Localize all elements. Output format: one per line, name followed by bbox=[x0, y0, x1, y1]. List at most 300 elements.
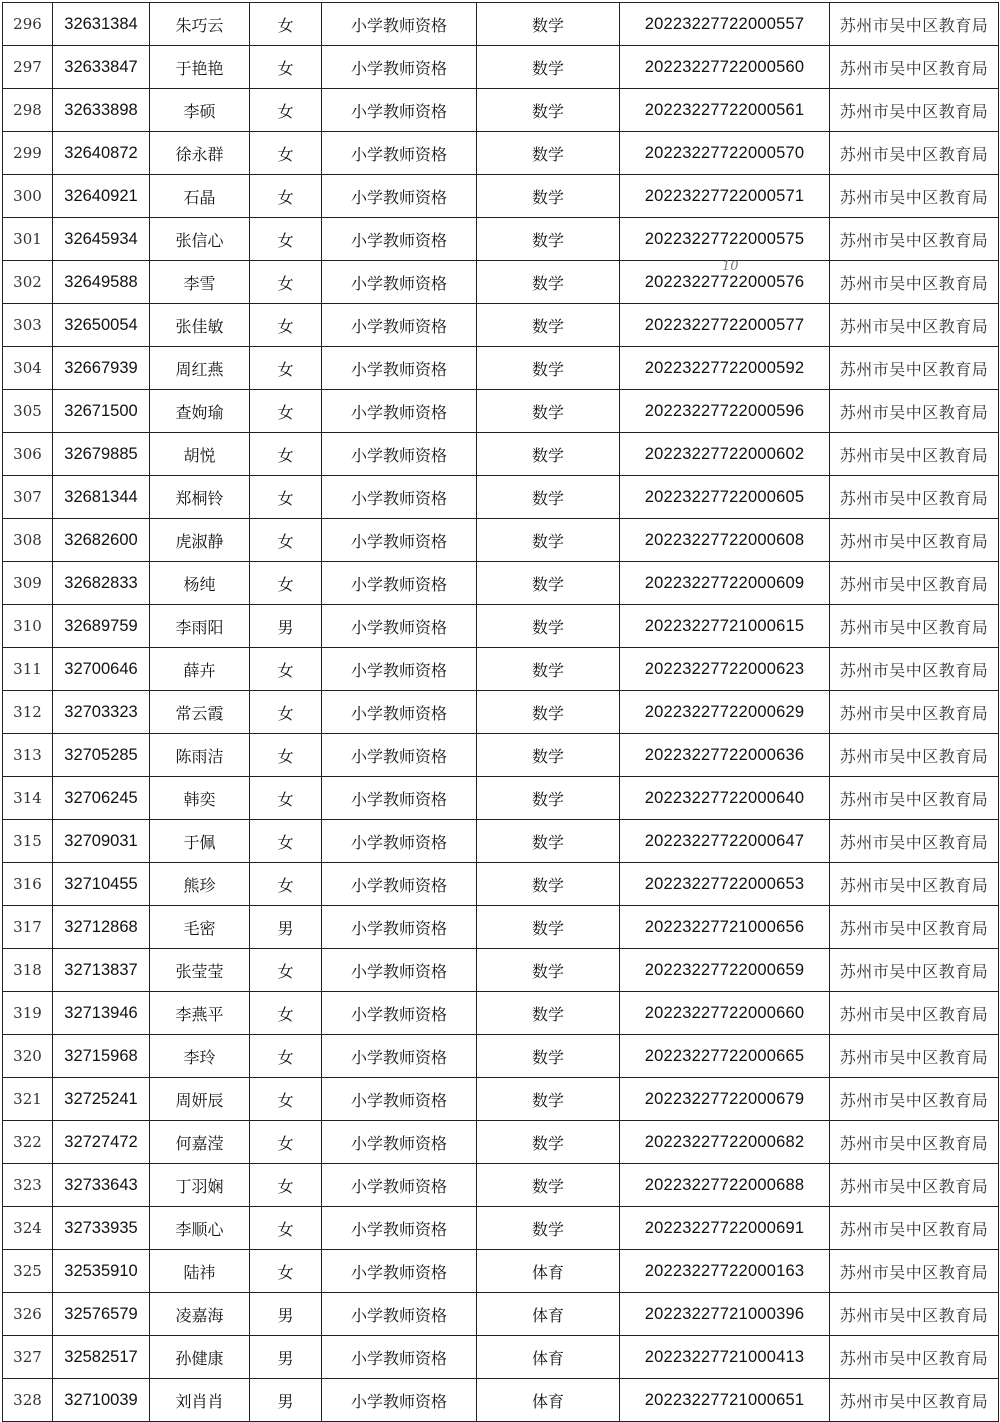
row-number-cell: 306 bbox=[3, 433, 53, 476]
exam-id-cell: 32576579 bbox=[53, 1293, 150, 1336]
exam-id-cell: 32679885 bbox=[53, 433, 150, 476]
gender-cell: 女 bbox=[250, 734, 322, 777]
qualification-type-cell: 小学教师资格 bbox=[322, 562, 477, 605]
certificate-number-cell: 20223227722000660 bbox=[620, 992, 830, 1035]
exam-id-cell: 32633898 bbox=[53, 89, 150, 132]
applicant-name-cell: 李硕 bbox=[150, 89, 250, 132]
issuing-authority-cell: 苏州市吴中区教育局 bbox=[830, 433, 999, 476]
table-row bbox=[3, 605, 999, 648]
exam-id-cell: 32712868 bbox=[53, 906, 150, 949]
table-row bbox=[3, 992, 999, 1035]
qualification-type-cell: 小学教师资格 bbox=[322, 1035, 477, 1078]
exam-id-cell: 32640921 bbox=[53, 175, 150, 218]
subject-cell: 数学 bbox=[477, 734, 620, 777]
table-row bbox=[3, 175, 999, 218]
gender-cell: 女 bbox=[250, 175, 322, 218]
exam-id-cell: 32682833 bbox=[53, 562, 150, 605]
issuing-authority-cell: 苏州市吴中区教育局 bbox=[830, 3, 999, 46]
row-number-cell: 301 bbox=[3, 218, 53, 261]
issuing-authority-cell: 苏州市吴中区教育局 bbox=[830, 175, 999, 218]
gender-cell: 女 bbox=[250, 1250, 322, 1293]
gender-cell: 女 bbox=[250, 691, 322, 734]
issuing-authority-cell: 苏州市吴中区教育局 bbox=[830, 1293, 999, 1336]
certificate-number-cell: 20223227722000609 bbox=[620, 562, 830, 605]
exam-id-cell: 32710455 bbox=[53, 863, 150, 906]
exam-id-cell: 32709031 bbox=[53, 820, 150, 863]
subject-cell: 数学 bbox=[477, 89, 620, 132]
exam-id-cell: 32725241 bbox=[53, 1078, 150, 1121]
qualification-type-cell: 小学教师资格 bbox=[322, 132, 477, 175]
issuing-authority-cell: 苏州市吴中区教育局 bbox=[830, 648, 999, 691]
table-row bbox=[3, 132, 999, 175]
applicant-name-cell: 丁羽娴 bbox=[150, 1164, 250, 1207]
gender-cell: 女 bbox=[250, 949, 322, 992]
qualification-type-cell: 小学教师资格 bbox=[322, 1293, 477, 1336]
applicant-name-cell: 周妍辰 bbox=[150, 1078, 250, 1121]
qualification-type-cell: 小学教师资格 bbox=[322, 1121, 477, 1164]
row-number-cell: 299 bbox=[3, 132, 53, 175]
exam-id-cell: 32631384 bbox=[53, 3, 150, 46]
applicant-name-cell: 查姁瑜 bbox=[150, 390, 250, 433]
gender-cell: 女 bbox=[250, 3, 322, 46]
issuing-authority-cell: 苏州市吴中区教育局 bbox=[830, 390, 999, 433]
exam-id-cell: 32667939 bbox=[53, 347, 150, 390]
table-row bbox=[3, 304, 999, 347]
applicant-name-cell: 郑桐铃 bbox=[150, 476, 250, 519]
exam-id-cell: 32705285 bbox=[53, 734, 150, 777]
row-number-cell: 304 bbox=[3, 347, 53, 390]
certificate-number-cell: 20223227722000575 bbox=[620, 218, 830, 261]
row-number-cell: 310 bbox=[3, 605, 53, 648]
table-row bbox=[3, 648, 999, 691]
applicant-name-cell: 李顺心 bbox=[150, 1207, 250, 1250]
table-row bbox=[3, 863, 999, 906]
applicant-name-cell: 虎淑静 bbox=[150, 519, 250, 562]
gender-cell: 女 bbox=[250, 1207, 322, 1250]
issuing-authority-cell: 苏州市吴中区教育局 bbox=[830, 734, 999, 777]
table-row bbox=[3, 820, 999, 863]
exam-id-cell: 32710039 bbox=[53, 1379, 150, 1422]
issuing-authority-cell: 苏州市吴中区教育局 bbox=[830, 691, 999, 734]
table-row bbox=[3, 347, 999, 390]
qualification-type-cell: 小学教师资格 bbox=[322, 261, 477, 304]
exam-id-cell: 32535910 bbox=[53, 1250, 150, 1293]
certificate-number-cell: 20223227721000413 bbox=[620, 1336, 830, 1379]
subject-cell: 数学 bbox=[477, 433, 620, 476]
applicant-name-cell: 薛卉 bbox=[150, 648, 250, 691]
subject-cell: 数学 bbox=[477, 777, 620, 820]
issuing-authority-cell: 苏州市吴中区教育局 bbox=[830, 1379, 999, 1422]
issuing-authority-cell: 苏州市吴中区教育局 bbox=[830, 1035, 999, 1078]
gender-cell: 女 bbox=[250, 261, 322, 304]
table-row bbox=[3, 906, 999, 949]
certificate-number-cell: 20223227722000560 bbox=[620, 46, 830, 89]
issuing-authority-cell: 苏州市吴中区教育局 bbox=[830, 218, 999, 261]
subject-cell: 数学 bbox=[477, 949, 620, 992]
applicant-name-cell: 刘肖肖 bbox=[150, 1379, 250, 1422]
gender-cell: 女 bbox=[250, 476, 322, 519]
subject-cell: 数学 bbox=[477, 820, 620, 863]
certificate-number-cell: 20223227722000561 bbox=[620, 89, 830, 132]
qualification-type-cell: 小学教师资格 bbox=[322, 1379, 477, 1422]
gender-cell: 女 bbox=[250, 1121, 322, 1164]
table-row bbox=[3, 476, 999, 519]
issuing-authority-cell: 苏州市吴中区教育局 bbox=[830, 347, 999, 390]
applicant-name-cell: 凌嘉海 bbox=[150, 1293, 250, 1336]
table-row bbox=[3, 261, 999, 304]
issuing-authority-cell: 苏州市吴中区教育局 bbox=[830, 519, 999, 562]
applicant-name-cell: 杨纯 bbox=[150, 562, 250, 605]
qualification-type-cell: 小学教师资格 bbox=[322, 347, 477, 390]
issuing-authority-cell: 苏州市吴中区教育局 bbox=[830, 605, 999, 648]
row-number-cell: 321 bbox=[3, 1078, 53, 1121]
exam-id-cell: 32649588 bbox=[53, 261, 150, 304]
qualification-type-cell: 小学教师资格 bbox=[322, 734, 477, 777]
exam-id-cell: 32671500 bbox=[53, 390, 150, 433]
gender-cell: 女 bbox=[250, 1078, 322, 1121]
applicant-name-cell: 于艳艳 bbox=[150, 46, 250, 89]
row-number-cell: 326 bbox=[3, 1293, 53, 1336]
row-number-cell: 323 bbox=[3, 1164, 53, 1207]
subject-cell: 数学 bbox=[477, 218, 620, 261]
row-number-cell: 312 bbox=[3, 691, 53, 734]
table-row bbox=[3, 3, 999, 46]
row-number-cell: 309 bbox=[3, 562, 53, 605]
gender-cell: 女 bbox=[250, 1035, 322, 1078]
gender-cell: 女 bbox=[250, 562, 322, 605]
table-row bbox=[3, 1078, 999, 1121]
certificate-number-cell: 20223227722000653 bbox=[620, 863, 830, 906]
gender-cell: 女 bbox=[250, 820, 322, 863]
applicant-name-cell: 于佩 bbox=[150, 820, 250, 863]
applicant-name-cell: 朱巧云 bbox=[150, 3, 250, 46]
issuing-authority-cell: 苏州市吴中区教育局 bbox=[830, 1121, 999, 1164]
row-number-cell: 303 bbox=[3, 304, 53, 347]
exam-id-cell: 32681344 bbox=[53, 476, 150, 519]
row-number-cell: 316 bbox=[3, 863, 53, 906]
exam-id-cell: 32689759 bbox=[53, 605, 150, 648]
qualification-type-cell: 小学教师资格 bbox=[322, 906, 477, 949]
gender-cell: 女 bbox=[250, 390, 322, 433]
table-row bbox=[3, 1164, 999, 1207]
qualification-type-cell: 小学教师资格 bbox=[322, 1164, 477, 1207]
gender-cell: 女 bbox=[250, 89, 322, 132]
subject-cell: 数学 bbox=[477, 562, 620, 605]
qualification-type-cell: 小学教师资格 bbox=[322, 1078, 477, 1121]
exam-id-cell: 32633847 bbox=[53, 46, 150, 89]
gender-cell: 女 bbox=[250, 1164, 322, 1207]
table-row bbox=[3, 562, 999, 605]
issuing-authority-cell: 苏州市吴中区教育局 bbox=[830, 46, 999, 89]
table-row bbox=[3, 89, 999, 132]
subject-cell: 数学 bbox=[477, 1207, 620, 1250]
table-row bbox=[3, 390, 999, 433]
issuing-authority-cell: 苏州市吴中区教育局 bbox=[830, 476, 999, 519]
certificate-number-cell: 20223227721000651 bbox=[620, 1379, 830, 1422]
issuing-authority-cell: 苏州市吴中区教育局 bbox=[830, 820, 999, 863]
table-row bbox=[3, 777, 999, 820]
gender-cell: 女 bbox=[250, 218, 322, 261]
issuing-authority-cell: 苏州市吴中区教育局 bbox=[830, 562, 999, 605]
roster-table bbox=[2, 2, 999, 1422]
applicant-name-cell: 石晶 bbox=[150, 175, 250, 218]
exam-id-cell: 32645934 bbox=[53, 218, 150, 261]
issuing-authority-cell: 苏州市吴中区教育局 bbox=[830, 132, 999, 175]
qualification-type-cell: 小学教师资格 bbox=[322, 949, 477, 992]
qualification-type-cell: 小学教师资格 bbox=[322, 863, 477, 906]
row-number-cell: 308 bbox=[3, 519, 53, 562]
row-number-cell: 305 bbox=[3, 390, 53, 433]
subject-cell: 数学 bbox=[477, 132, 620, 175]
issuing-authority-cell: 苏州市吴中区教育局 bbox=[830, 89, 999, 132]
certificate-number-cell: 20223227722000557 bbox=[620, 3, 830, 46]
subject-cell: 数学 bbox=[477, 1164, 620, 1207]
gender-cell: 男 bbox=[250, 1293, 322, 1336]
table-row bbox=[3, 691, 999, 734]
issuing-authority-cell: 苏州市吴中区教育局 bbox=[830, 1078, 999, 1121]
certificate-number-cell: 20223227722000570 bbox=[620, 132, 830, 175]
qualification-type-cell: 小学教师资格 bbox=[322, 1207, 477, 1250]
certificate-number-cell: 20223227722000636 bbox=[620, 734, 830, 777]
applicant-name-cell: 张莹莹 bbox=[150, 949, 250, 992]
row-number-cell: 311 bbox=[3, 648, 53, 691]
subject-cell: 数学 bbox=[477, 648, 620, 691]
qualification-type-cell: 小学教师资格 bbox=[322, 89, 477, 132]
gender-cell: 女 bbox=[250, 433, 322, 476]
certificate-number-cell: 20223227722000163 bbox=[620, 1250, 830, 1293]
certificate-number-cell: 20223227722000596 bbox=[620, 390, 830, 433]
row-number-cell: 317 bbox=[3, 906, 53, 949]
certificate-number-cell: 20223227722000682 bbox=[620, 1121, 830, 1164]
issuing-authority-cell: 苏州市吴中区教育局 bbox=[830, 863, 999, 906]
applicant-name-cell: 李燕平 bbox=[150, 992, 250, 1035]
subject-cell: 数学 bbox=[477, 390, 620, 433]
certificate-number-cell: 20223227722000679 bbox=[620, 1078, 830, 1121]
row-number-cell: 298 bbox=[3, 89, 53, 132]
subject-cell: 体育 bbox=[477, 1250, 620, 1293]
qualification-type-cell: 小学教师资格 bbox=[322, 691, 477, 734]
gender-cell: 女 bbox=[250, 992, 322, 1035]
issuing-authority-cell: 苏州市吴中区教育局 bbox=[830, 304, 999, 347]
certificate-number-cell: 20223227722000592 bbox=[620, 347, 830, 390]
exam-id-cell: 32582517 bbox=[53, 1336, 150, 1379]
row-number-cell: 300 bbox=[3, 175, 53, 218]
certificate-number-cell: 20223227722000602 bbox=[620, 433, 830, 476]
applicant-name-cell: 李雪 bbox=[150, 261, 250, 304]
qualification-type-cell: 小学教师资格 bbox=[322, 1250, 477, 1293]
row-number-cell: 302 bbox=[3, 261, 53, 304]
subject-cell: 数学 bbox=[477, 3, 620, 46]
issuing-authority-cell: 苏州市吴中区教育局 bbox=[830, 1207, 999, 1250]
applicant-name-cell: 李雨阳 bbox=[150, 605, 250, 648]
row-number-cell: 324 bbox=[3, 1207, 53, 1250]
gender-cell: 男 bbox=[250, 1336, 322, 1379]
qualification-type-cell: 小学教师资格 bbox=[322, 175, 477, 218]
subject-cell: 数学 bbox=[477, 519, 620, 562]
exam-id-cell: 32713837 bbox=[53, 949, 150, 992]
certificate-number-cell: 20223227721000656 bbox=[620, 906, 830, 949]
certificate-number-cell: 20223227722000659 bbox=[620, 949, 830, 992]
certificate-number-cell: 20223227722000640 bbox=[620, 777, 830, 820]
applicant-name-cell: 张信心 bbox=[150, 218, 250, 261]
certificate-number-cell: 20223227722000665 bbox=[620, 1035, 830, 1078]
qualification-type-cell: 小学教师资格 bbox=[322, 46, 477, 89]
issuing-authority-cell: 苏州市吴中区教育局 bbox=[830, 261, 999, 304]
subject-cell: 数学 bbox=[477, 1035, 620, 1078]
exam-id-cell: 32640872 bbox=[53, 132, 150, 175]
row-number-cell: 319 bbox=[3, 992, 53, 1035]
qualification-type-cell: 小学教师资格 bbox=[322, 820, 477, 863]
certificate-number-cell: 20223227722000688 bbox=[620, 1164, 830, 1207]
qualification-type-cell: 小学教师资格 bbox=[322, 476, 477, 519]
subject-cell: 体育 bbox=[477, 1379, 620, 1422]
qualification-type-cell: 小学教师资格 bbox=[322, 992, 477, 1035]
exam-id-cell: 32650054 bbox=[53, 304, 150, 347]
table-row bbox=[3, 46, 999, 89]
exam-id-cell: 32706245 bbox=[53, 777, 150, 820]
certificate-number-cell: 20223227722000577 bbox=[620, 304, 830, 347]
exam-id-cell: 32703323 bbox=[53, 691, 150, 734]
certificate-number-cell: 20223227721000615 bbox=[620, 605, 830, 648]
qualification-type-cell: 小学教师资格 bbox=[322, 3, 477, 46]
applicant-name-cell: 张佳敏 bbox=[150, 304, 250, 347]
row-number-cell: 313 bbox=[3, 734, 53, 777]
gender-cell: 女 bbox=[250, 863, 322, 906]
applicant-name-cell: 胡悦 bbox=[150, 433, 250, 476]
certificate-number-cell: 20223227722000623 bbox=[620, 648, 830, 691]
subject-cell: 数学 bbox=[477, 605, 620, 648]
qualification-type-cell: 小学教师资格 bbox=[322, 777, 477, 820]
table-row bbox=[3, 1293, 999, 1336]
applicant-name-cell: 徐永群 bbox=[150, 132, 250, 175]
subject-cell: 体育 bbox=[477, 1336, 620, 1379]
table-row bbox=[3, 1379, 999, 1422]
exam-id-cell: 32733643 bbox=[53, 1164, 150, 1207]
applicant-name-cell: 陆祎 bbox=[150, 1250, 250, 1293]
applicant-name-cell: 何嘉滢 bbox=[150, 1121, 250, 1164]
roster-body bbox=[3, 3, 999, 1422]
table-row bbox=[3, 1336, 999, 1379]
table-row bbox=[3, 949, 999, 992]
row-number-cell: 328 bbox=[3, 1379, 53, 1422]
applicant-name-cell: 孙健康 bbox=[150, 1336, 250, 1379]
row-number-cell: 325 bbox=[3, 1250, 53, 1293]
subject-cell: 数学 bbox=[477, 476, 620, 519]
gender-cell: 女 bbox=[250, 519, 322, 562]
certificate-number-cell: 20223227722000608 bbox=[620, 519, 830, 562]
row-number-cell: 296 bbox=[3, 3, 53, 46]
exam-id-cell: 32733935 bbox=[53, 1207, 150, 1250]
issuing-authority-cell: 苏州市吴中区教育局 bbox=[830, 1336, 999, 1379]
table-row bbox=[3, 433, 999, 476]
gender-cell: 女 bbox=[250, 304, 322, 347]
qualification-type-cell: 小学教师资格 bbox=[322, 648, 477, 691]
gender-cell: 女 bbox=[250, 648, 322, 691]
qualification-type-cell: 小学教师资格 bbox=[322, 605, 477, 648]
gender-cell: 女 bbox=[250, 777, 322, 820]
issuing-authority-cell: 苏州市吴中区教育局 bbox=[830, 1164, 999, 1207]
row-number-cell: 315 bbox=[3, 820, 53, 863]
applicant-name-cell: 毛密 bbox=[150, 906, 250, 949]
gender-cell: 女 bbox=[250, 46, 322, 89]
subject-cell: 数学 bbox=[477, 1121, 620, 1164]
row-number-cell: 322 bbox=[3, 1121, 53, 1164]
table-row bbox=[3, 519, 999, 562]
row-number-cell: 314 bbox=[3, 777, 53, 820]
subject-cell: 数学 bbox=[477, 691, 620, 734]
exam-id-cell: 32727472 bbox=[53, 1121, 150, 1164]
applicant-name-cell: 周红燕 bbox=[150, 347, 250, 390]
table-row bbox=[3, 734, 999, 777]
applicant-name-cell: 李玲 bbox=[150, 1035, 250, 1078]
page-number: 10 bbox=[722, 259, 739, 274]
subject-cell: 数学 bbox=[477, 261, 620, 304]
row-number-cell: 318 bbox=[3, 949, 53, 992]
exam-id-cell: 32682600 bbox=[53, 519, 150, 562]
applicant-name-cell: 韩奕 bbox=[150, 777, 250, 820]
gender-cell: 女 bbox=[250, 347, 322, 390]
certificate-number-cell: 20223227722000576 bbox=[620, 261, 830, 304]
qualification-type-cell: 小学教师资格 bbox=[322, 390, 477, 433]
gender-cell: 男 bbox=[250, 1379, 322, 1422]
exam-id-cell: 32700646 bbox=[53, 648, 150, 691]
table-row bbox=[3, 1250, 999, 1293]
issuing-authority-cell: 苏州市吴中区教育局 bbox=[830, 992, 999, 1035]
certificate-number-cell: 20223227722000691 bbox=[620, 1207, 830, 1250]
applicant-name-cell: 熊珍 bbox=[150, 863, 250, 906]
table-row bbox=[3, 1121, 999, 1164]
row-number-cell: 297 bbox=[3, 46, 53, 89]
subject-cell: 体育 bbox=[477, 1293, 620, 1336]
certificate-number-cell: 20223227722000605 bbox=[620, 476, 830, 519]
row-number-cell: 327 bbox=[3, 1336, 53, 1379]
row-number-cell: 320 bbox=[3, 1035, 53, 1078]
qualification-type-cell: 小学教师资格 bbox=[322, 519, 477, 562]
table-row bbox=[3, 1207, 999, 1250]
gender-cell: 女 bbox=[250, 132, 322, 175]
table-row bbox=[3, 1035, 999, 1078]
exam-id-cell: 32715968 bbox=[53, 1035, 150, 1078]
subject-cell: 数学 bbox=[477, 304, 620, 347]
issuing-authority-cell: 苏州市吴中区教育局 bbox=[830, 777, 999, 820]
subject-cell: 数学 bbox=[477, 906, 620, 949]
gender-cell: 男 bbox=[250, 605, 322, 648]
certificate-number-cell: 20223227722000629 bbox=[620, 691, 830, 734]
qualification-type-cell: 小学教师资格 bbox=[322, 1336, 477, 1379]
subject-cell: 数学 bbox=[477, 175, 620, 218]
issuing-authority-cell: 苏州市吴中区教育局 bbox=[830, 1250, 999, 1293]
issuing-authority-cell: 苏州市吴中区教育局 bbox=[830, 906, 999, 949]
qualification-type-cell: 小学教师资格 bbox=[322, 304, 477, 347]
applicant-name-cell: 陈雨洁 bbox=[150, 734, 250, 777]
subject-cell: 数学 bbox=[477, 347, 620, 390]
issuing-authority-cell: 苏州市吴中区教育局 bbox=[830, 949, 999, 992]
table-row bbox=[3, 218, 999, 261]
gender-cell: 男 bbox=[250, 906, 322, 949]
applicant-name-cell: 常云霞 bbox=[150, 691, 250, 734]
row-number-cell: 307 bbox=[3, 476, 53, 519]
qualification-type-cell: 小学教师资格 bbox=[322, 433, 477, 476]
qualification-type-cell: 小学教师资格 bbox=[322, 218, 477, 261]
certificate-number-cell: 20223227722000571 bbox=[620, 175, 830, 218]
subject-cell: 数学 bbox=[477, 863, 620, 906]
exam-id-cell: 32713946 bbox=[53, 992, 150, 1035]
subject-cell: 数学 bbox=[477, 1078, 620, 1121]
certificate-number-cell: 20223227721000396 bbox=[620, 1293, 830, 1336]
subject-cell: 数学 bbox=[477, 46, 620, 89]
certificate-number-cell: 20223227722000647 bbox=[620, 820, 830, 863]
subject-cell: 数学 bbox=[477, 992, 620, 1035]
